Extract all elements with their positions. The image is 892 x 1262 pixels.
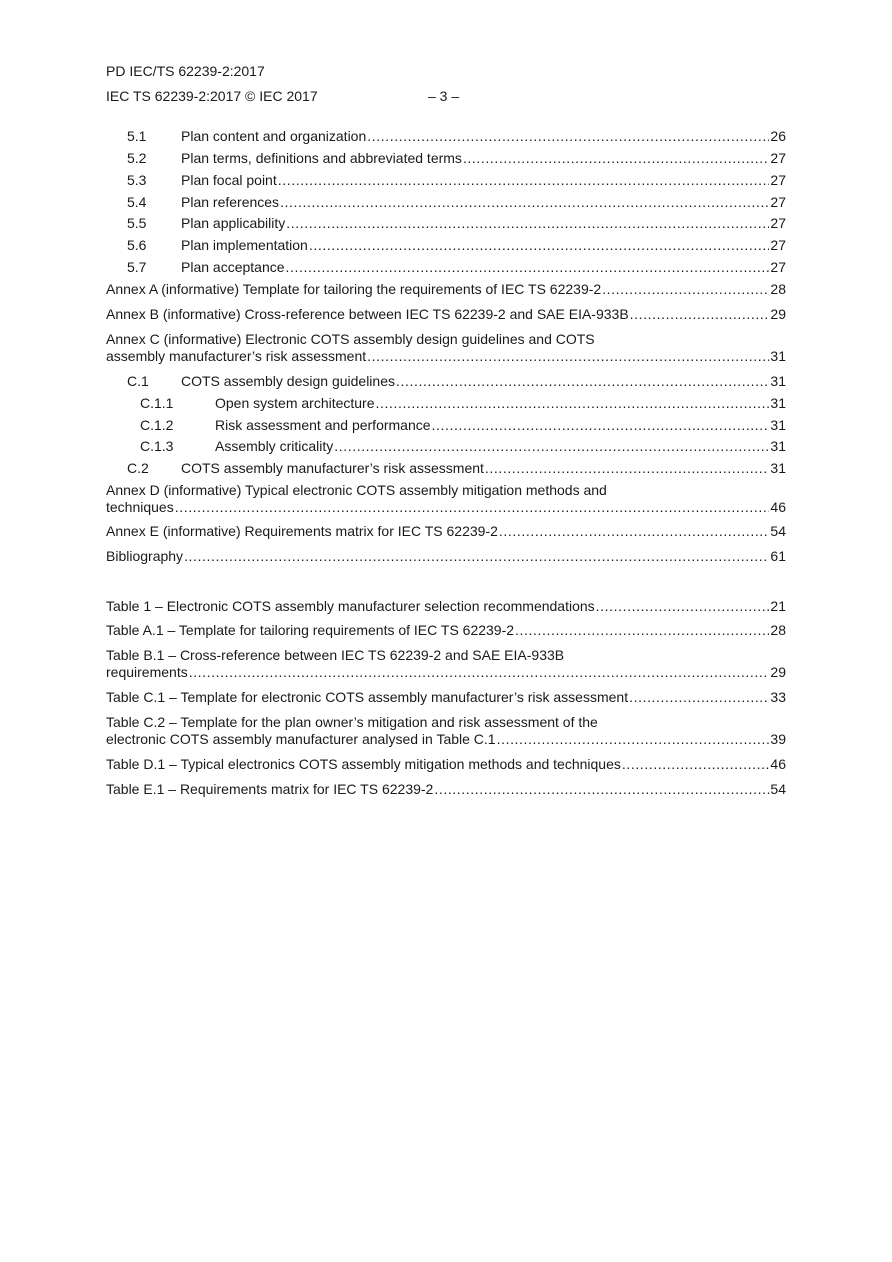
entry-title: Plan focal point [181, 172, 277, 188]
entry-title: Risk assessment and performance [215, 417, 431, 433]
toc-annex-d[interactable] [106, 482, 786, 516]
toc-entry[interactable] [106, 438, 786, 460]
entry-page: 31 [770, 348, 786, 364]
entry-title: Open system architecture [215, 395, 375, 411]
toc-annex-e[interactable] [106, 523, 786, 540]
leader-dots [434, 781, 769, 798]
leader-dots [602, 281, 769, 298]
toc-entry[interactable] [106, 417, 786, 438]
entry-page: 29 [770, 306, 786, 322]
leader-dots [367, 348, 769, 365]
entry-number: 5.2 [127, 150, 147, 166]
entry-title-line2: techniques [106, 499, 174, 515]
entry-title-line1: Annex D (informative) Typical electronic COTS assembly mitigation methods and [106, 482, 607, 498]
leader-dots [184, 548, 769, 565]
entry-page: 29 [770, 664, 786, 680]
entry-page: 28 [770, 622, 786, 638]
page-number: – 3 – [428, 88, 460, 104]
leader-dots [376, 395, 770, 412]
entry-page: 27 [770, 215, 786, 231]
leader-dots [499, 523, 770, 540]
entry-number: 5.7 [127, 259, 147, 275]
entry-page: 33 [770, 689, 786, 705]
entry-page: 27 [770, 150, 786, 166]
entry-title-line1: Annex C (informative) Electronic COTS assembly design guidelines and COTS [106, 331, 595, 347]
leader-dots [622, 756, 770, 773]
toc-table-b1[interactable] [106, 647, 786, 681]
entry-number: C.1.2 [140, 417, 174, 433]
toc-table-c2[interactable] [106, 714, 786, 748]
entry-title: Annex A (informative) Template for tailoring the requirements of IEC TS 62239-2 [106, 281, 602, 297]
entry-number: C.1 [127, 373, 149, 389]
entry-page: 31 [770, 417, 786, 433]
toc-annex-c[interactable] [106, 331, 786, 365]
leader-dots [396, 373, 769, 390]
toc-entry[interactable] [106, 373, 786, 395]
toc-entry[interactable] [106, 460, 786, 482]
entry-title: Plan references [181, 194, 280, 210]
leader-dots [189, 664, 770, 681]
toc-table-c1[interactable] [106, 689, 786, 706]
entry-title: Assembly criticality [215, 438, 334, 454]
entry-page: 61 [770, 548, 786, 564]
entry-page: 46 [770, 499, 786, 515]
entry-title: Annex B (informative) Cross-reference between IEC TS 62239-2 and SAE EIA-933B [106, 306, 629, 322]
leader-dots [432, 417, 770, 434]
leader-dots [286, 259, 770, 276]
entry-page: 54 [770, 781, 786, 797]
entry-title: COTS assembly manufacturer’s risk assessment [181, 460, 484, 476]
entry-number: 5.4 [127, 194, 147, 210]
entry-page: 31 [770, 438, 786, 454]
entry-number: C.2 [127, 460, 149, 476]
toc-bibliography[interactable] [106, 548, 786, 565]
toc-entry[interactable] [106, 150, 786, 172]
toc-entry[interactable] [106, 172, 786, 194]
entry-title-line1: Table C.2 – Template for the plan owner’s mitigation and risk assessment of the [106, 714, 598, 730]
entry-number: 5.5 [127, 215, 147, 231]
entry-title: Table E.1 – Requirements matrix for IEC TS 62239-2 [106, 781, 434, 797]
entry-page: 27 [770, 237, 786, 253]
leader-dots [515, 622, 769, 639]
entry-title: Table 1 – Electronic COTS assembly manufacturer selection recommendations [106, 598, 595, 614]
toc-annex-a[interactable] [106, 281, 786, 298]
entry-title: Table D.1 – Typical electronics COTS assembly mitigation methods and techniques [106, 756, 621, 772]
entry-page: 26 [770, 128, 786, 144]
copyright-line: IEC TS 62239-2:2017 © IEC 2017 [106, 88, 318, 104]
entry-title: Plan applicability [181, 215, 286, 231]
leader-dots [596, 598, 770, 615]
leader-dots [334, 438, 769, 455]
entry-title: Plan terms, definitions and abbreviated terms [181, 150, 462, 166]
leader-dots [309, 237, 770, 254]
toc-clauses [106, 128, 786, 281]
entry-page: 31 [770, 460, 786, 476]
leader-dots [280, 194, 769, 211]
leader-dots [629, 689, 769, 706]
entry-title: Bibliography [106, 548, 184, 564]
entry-number: C.1.3 [140, 438, 174, 454]
entry-title: Plan content and organization [181, 128, 367, 144]
leader-dots [367, 128, 769, 145]
toc-annex-c-sections [106, 373, 786, 482]
entry-page: 31 [770, 395, 786, 411]
entry-number: C.1.1 [140, 395, 174, 411]
toc-entry[interactable] [106, 194, 786, 215]
leader-dots [497, 731, 770, 748]
entry-page: 27 [770, 259, 786, 275]
entry-page: 28 [770, 281, 786, 297]
entry-title-line2: assembly manufacturer’s risk assessment [106, 348, 367, 364]
toc-table-e1[interactable] [106, 781, 786, 798]
toc-entry[interactable] [106, 237, 786, 259]
entry-title-line1: Table B.1 – Cross-reference between IEC TS 62239-2 and SAE EIA-933B [106, 647, 565, 663]
leader-dots [286, 215, 769, 232]
entry-page: 31 [770, 373, 786, 389]
toc-table-a1[interactable] [106, 622, 786, 639]
leader-dots [463, 150, 769, 167]
entry-page: 54 [770, 523, 786, 539]
entry-title: Table C.1 – Template for electronic COTS assembly manufacturer’s risk assessment [106, 689, 629, 705]
entry-page: 27 [770, 194, 786, 210]
leader-dots [175, 499, 770, 516]
entry-number: 5.3 [127, 172, 147, 188]
toc-table-d1[interactable] [106, 756, 786, 773]
entry-page: 46 [770, 756, 786, 772]
entry-title-line2: electronic COTS assembly manufacturer analysed in Table C.1 [106, 731, 496, 747]
entry-title: COTS assembly design guidelines [181, 373, 395, 389]
entry-number: 5.6 [127, 237, 147, 253]
entry-title: Plan implementation [181, 237, 308, 253]
entry-title: Annex E (informative) Requirements matrix for IEC TS 62239-2 [106, 523, 498, 539]
toc-table-1[interactable] [106, 598, 786, 615]
entry-title: Table A.1 – Template for tailoring requirements of IEC TS 62239-2 [106, 622, 515, 638]
entry-page: 27 [770, 172, 786, 188]
entry-page: 21 [770, 598, 786, 614]
entry-number: 5.1 [127, 128, 147, 144]
leader-dots [278, 172, 770, 189]
leader-dots [630, 306, 770, 323]
entry-page: 39 [770, 731, 786, 747]
entry-title-line2: requirements [106, 664, 188, 680]
toc-entry[interactable] [106, 128, 786, 150]
toc-annex-b[interactable] [106, 306, 786, 323]
toc-entry[interactable] [106, 215, 786, 237]
toc-entry[interactable] [106, 395, 786, 417]
entry-title: Plan acceptance [181, 259, 285, 275]
document-id: PD IEC/TS 62239-2:2017 [106, 63, 265, 79]
toc-entry[interactable] [106, 259, 786, 281]
leader-dots [485, 460, 770, 477]
